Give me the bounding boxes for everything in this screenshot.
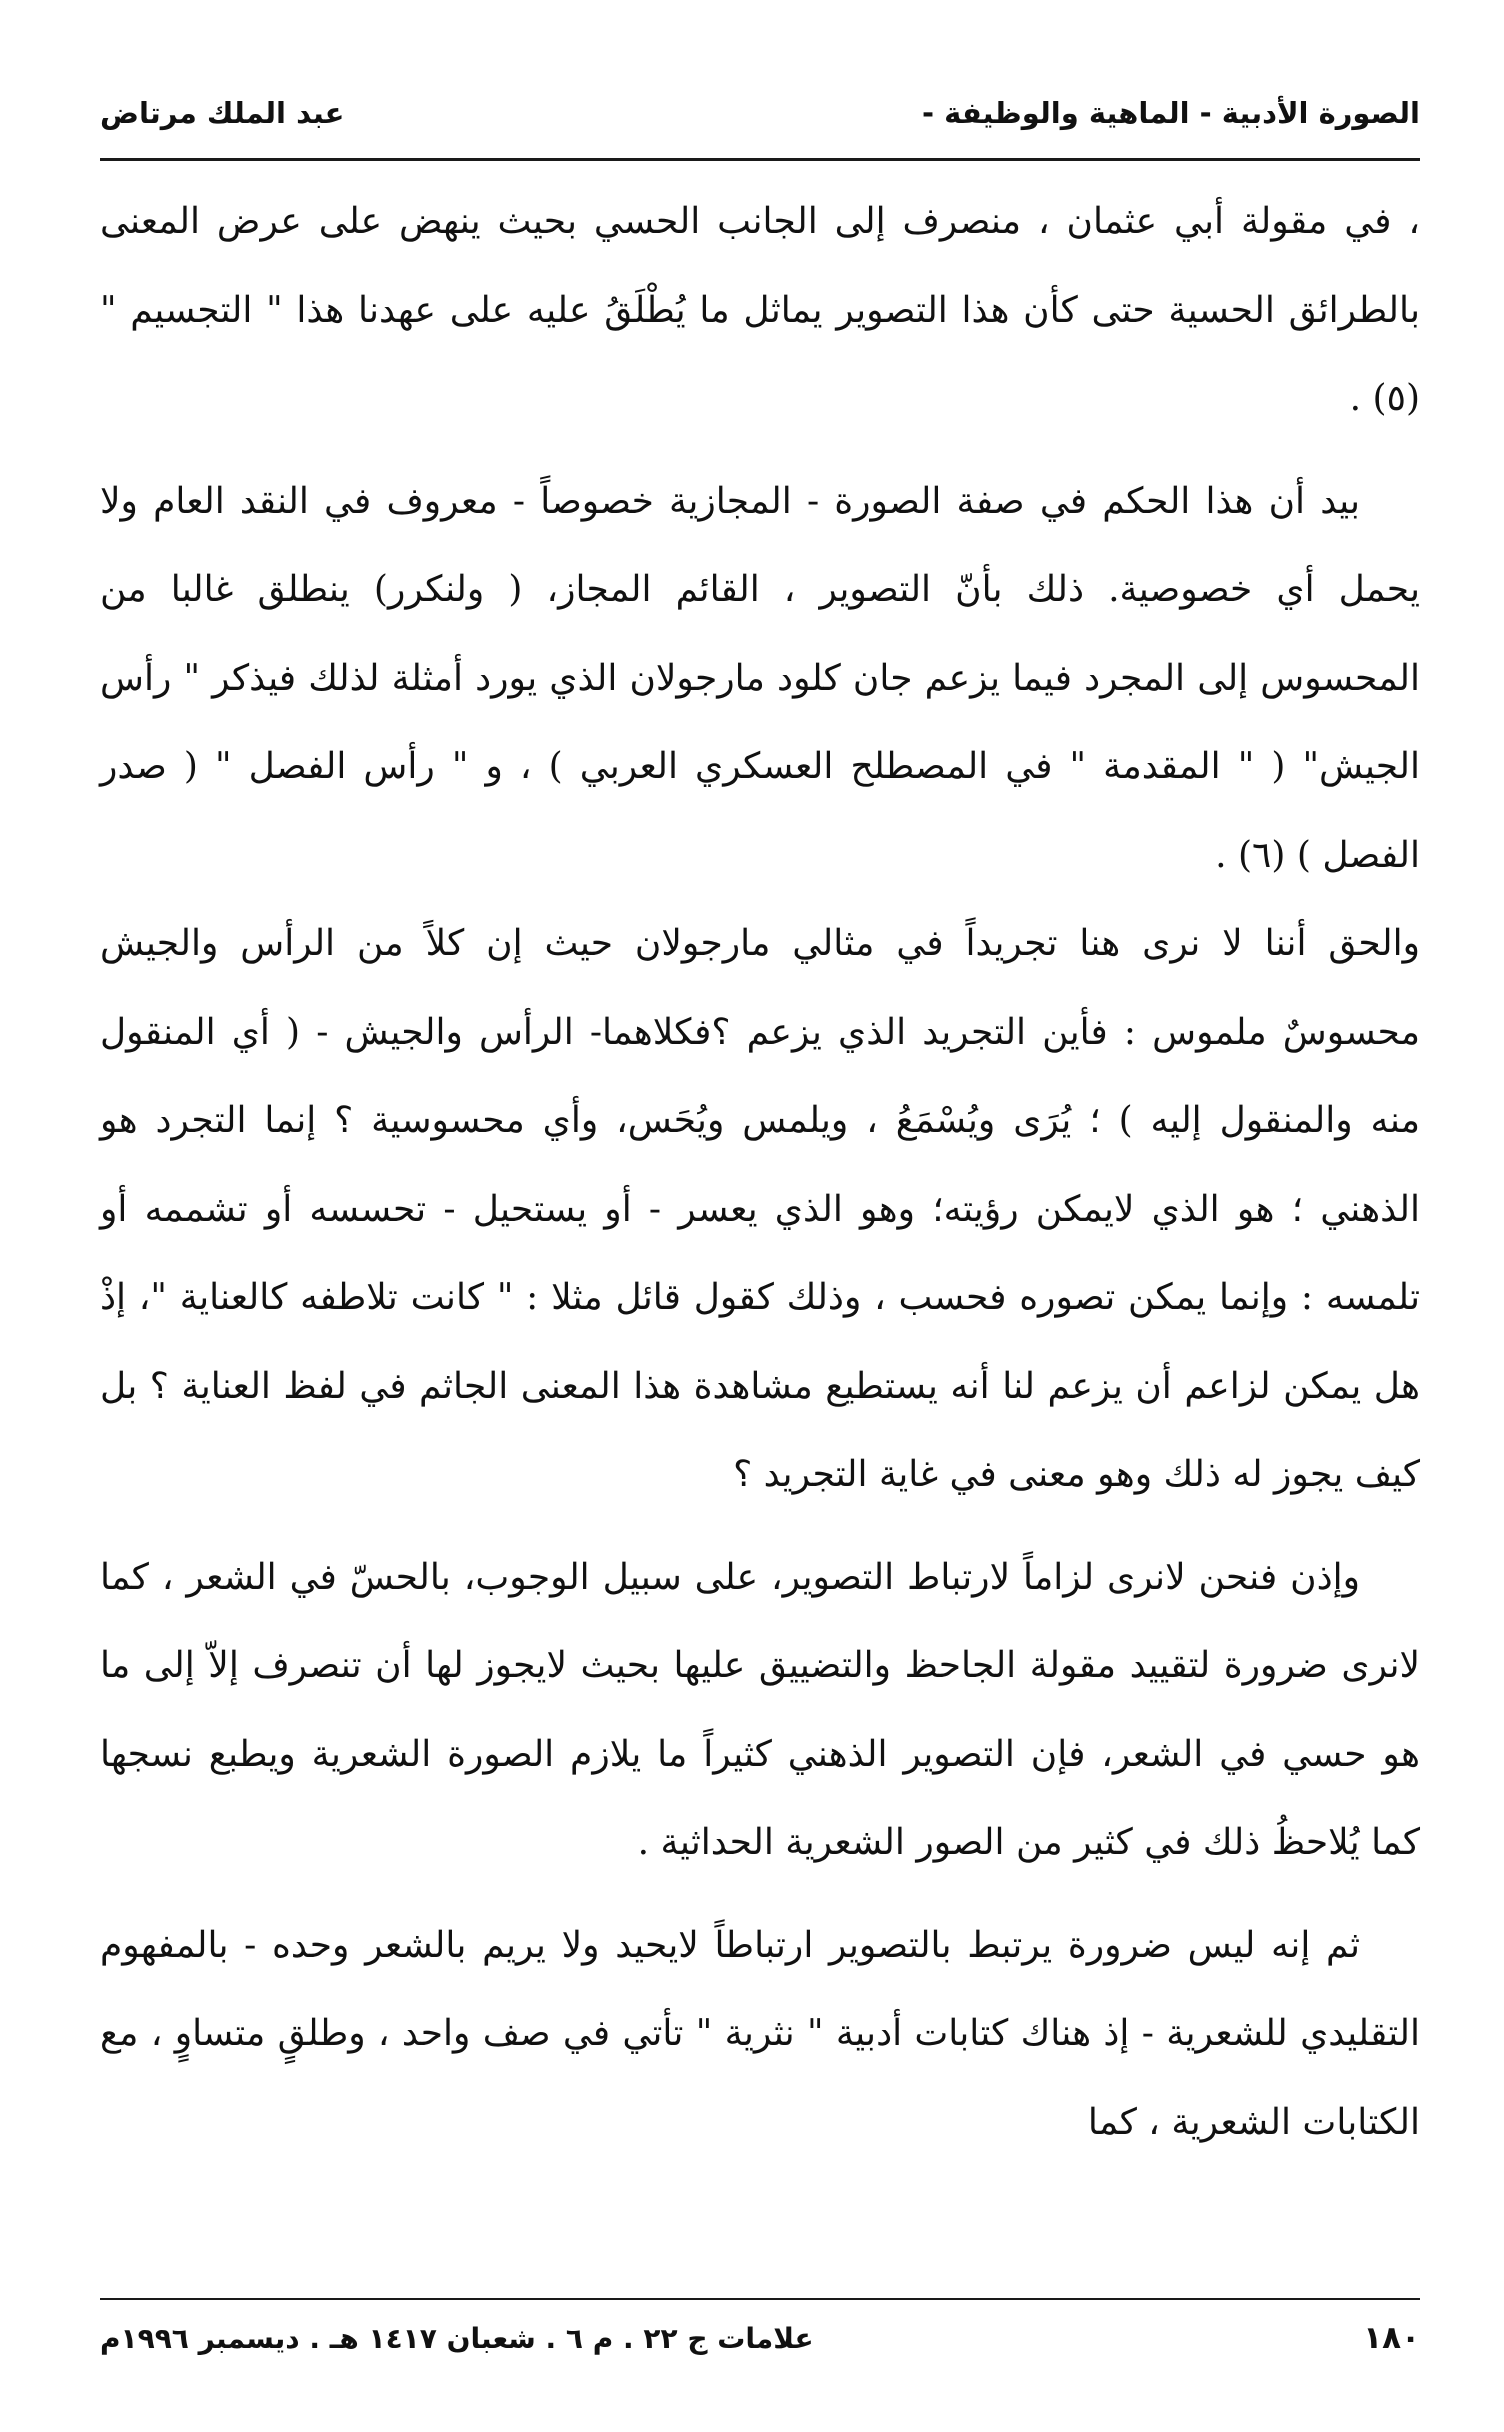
running-footer	[100, 2314, 1420, 2364]
body-text	[100, 178, 1420, 2167]
paragraph-2: بيد أن هذا الحكم في صفة الصورة - المجازية خصوصاً - معروف في النقد العام ولا يحمل أي خصوصية. ذلك بأنّ التصوير ، القائم المجاز، ( ولنكرر) ينطلق غالبا من المحسوس إلى المجرد فيما يزعم جان كلود مارجولان الذي يورد أمثلة لذلك فيذكر " رأس الجيش" ( " المقدمة " في المصطلح العسكري العربي ) ، و " رأس الفصل " ( صدر الفصل ) (٦) .	[100, 480, 1420, 876]
paragraph-5: ثم إنه ليس ضرورة يرتبط بالتصوير ارتباطاً لايحيد ولا يريم بالشعر وحده - بالمفهوم التقليدي للشعرية - إذ هناك كتابات أدبية " نثرية " تأتي في صف واحد ، وطلقٍ متساوٍ ، مع الكتابات الشعرية ، كما	[100, 1924, 1420, 2143]
paragraph-4: وإذن فنحن لانرى لزاماً لارتباط التصوير، على سبيل الوجوب، بالحسّ في الشعر ، كما لانرى ضرورة لتقييد مقولة الجاحظ والتضييق عليها بحيث لايجوز لها أن تنصرف إلاّ إلى ما هو حسي في الشعر، فإن التصوير الذهني كثيراً ما يلازم الصورة الشعرية ويطبع نسجها كما يُلاحظُ ذلك في كثير من الصور الشعرية الحداثية .	[100, 1556, 1420, 1863]
header-author: عبد الملك مرتاض	[100, 96, 345, 130]
running-header	[100, 84, 1420, 154]
paragraph-3: والحق أننا لا نرى هنا تجريداً في مثالي مارجولان حيث إن كلاً من الرأس والجيش محسوسٌ ملموس : فأين التجريد الذي يزعم ؟فكلاهما- الرأس والجيش - ( أي المنقول منه والمنقول إليه ) ؛ يُرَى ويُسْمَعُ ، ويلمس ويُحَس، وأي محسوسية ؟ إنما التجرد هو الذهني ؛ هو الذي لايمكن رؤيته؛ وهو الذي يعسر - أو يستحيل - تحسسه أو تشممه أو تلمسه : وإنما يمكن تصوره فحسب ، وذلك كقول قائل مثلا : " كانت تلاطفه كالعناية "، إذْ هل يمكن لزاعم أن يزعم لنا أنه يستطيع مشاهدة هذا المعنى الجاثم في لفظ العناية ؟ بل كيف يجوز له ذلك وهو معنى في غاية التجريد ؟	[100, 923, 1421, 1495]
paragraph-1: ، في مقولة أبي عثمان ، منصرف إلى الجانب الحسي بحيث ينهض على عرض المعنى بالطرائق الحسية حتى كأن هذا التصوير يماثل ما يُطْلَقُ عليه على عهدنا هذا " التجسيم " (٥) .	[100, 201, 1420, 419]
footer-divider	[100, 2298, 1420, 2300]
journal-citation: علامات ج ٢٢ . م ٦ . شعبان ١٤١٧ هـ . ديسمبر ١٩٩٦م	[100, 2322, 814, 2355]
header-title: الصورة الأدبية - الماهية والوظيفة -	[921, 96, 1420, 130]
document-page	[100, 70, 1420, 2390]
header-divider	[100, 158, 1420, 161]
page-number: ١٨٠	[1363, 2320, 1420, 2356]
